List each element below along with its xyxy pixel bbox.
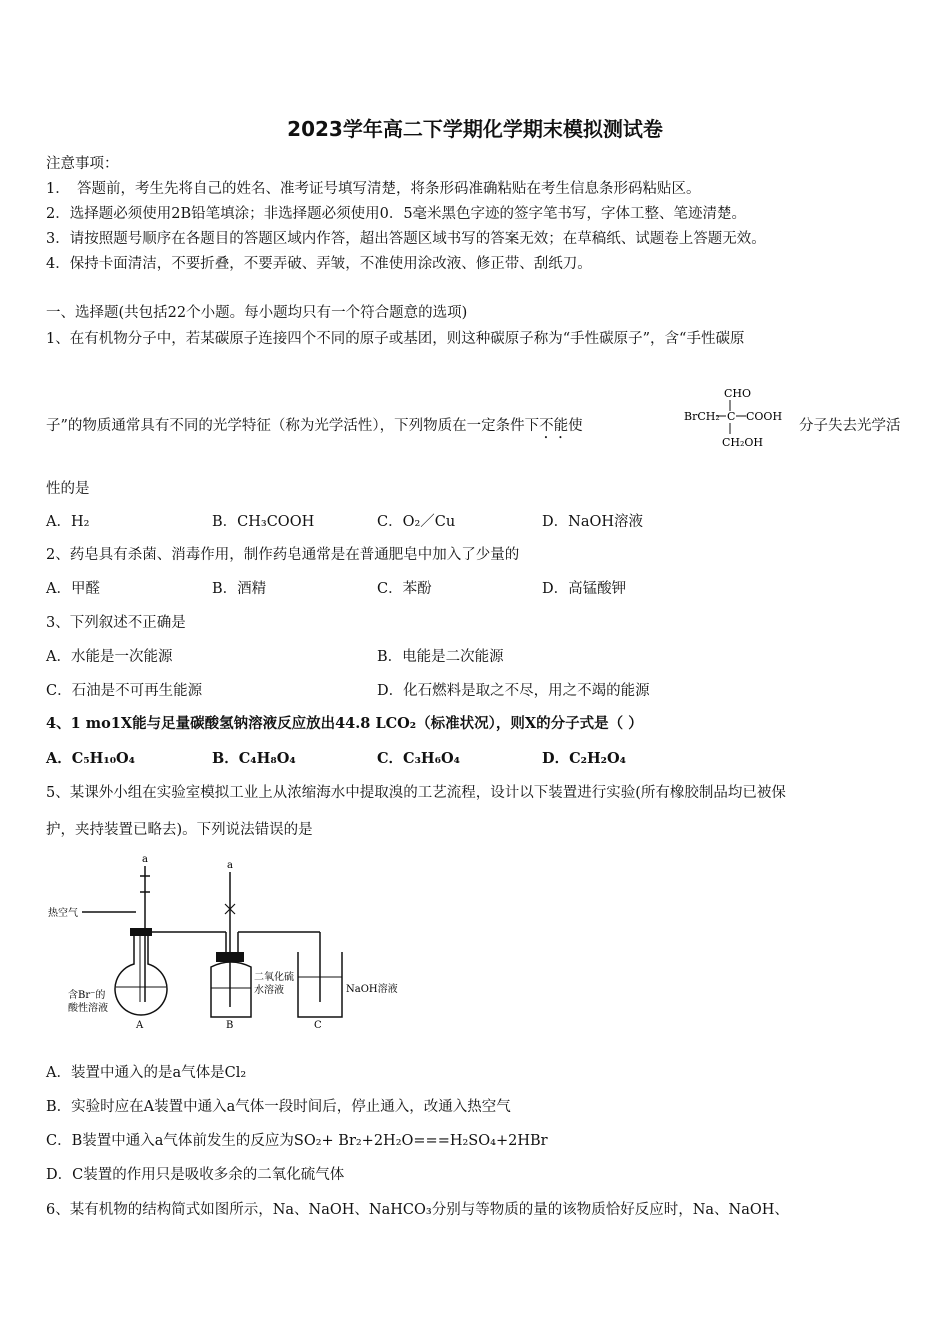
note-item: 1． 答题前，考生先将自己的姓名、准考证号填写清楚，将条形码准确粘贴在考生信息条形码粘贴区。 — [46, 181, 701, 197]
q5-stem-line1: 5、某课外小组在实验室模拟工业上从浓缩海水中提取溴的工艺流程，设计以下装置进行实验(所有橡胶制品均已被保 — [46, 785, 786, 801]
note-item: 4．保持卡面清洁，不要折叠，不要弄破、弄皱，不准使用涂改液、修正带、刮纸刀。 — [46, 256, 592, 272]
flask-solution-label-1: 含Br⁻的 — [68, 990, 106, 1001]
flask-stopper — [130, 928, 152, 936]
q1-stem-text: 子”的物质通常具有不同的光学特征（称为光学活性），下列物质在一定条件下 — [46, 418, 540, 434]
q5-option-d[interactable]: D．C装置的作用只是吸收多余的二氧化硫气体 — [46, 1167, 345, 1183]
flask-solution-label-2: 酸性溶液 — [68, 1003, 108, 1014]
notes-heading: 注意事项： — [46, 156, 119, 172]
q1-stem-line2 — [46, 414, 583, 442]
q5-option-c[interactable]: C．B装置中通入a气体前发生的反应为SO₂+ Br₂+2H₂O===H₂SO₄+2HBr — [46, 1133, 548, 1149]
q4-option-d[interactable]: D．C₂H₂O₄ — [542, 750, 626, 767]
q1-stem-line2-end: 分子失去光学活 — [799, 418, 901, 434]
note-item: 3．请按照题号顺序在各题目的答题区域内作答，超出答题区域书写的答案无效；在草稿纸、试题卷上答题无效。 — [46, 231, 766, 247]
q2-option-a[interactable]: A．甲醛 — [46, 581, 100, 597]
q2-option-b[interactable]: B．酒精 — [212, 581, 267, 597]
structure-ch2oh: CH₂OH — [722, 436, 764, 449]
q6-stem: 6、某有机物的结构简式如图所示，Na、NaOH、NaHCO₃分别与等物质的量的该物质恰好反应时，Na、NaOH、 — [46, 1202, 789, 1218]
round-bottom-flask — [115, 936, 167, 1015]
section-heading: 一、选择题(共包括22个小题。每小题均只有一个符合题意的选项) — [46, 305, 468, 321]
q1-option-a[interactable]: A．H₂ — [46, 514, 90, 530]
gas-a-label-1: a — [142, 854, 148, 865]
q1-option-b[interactable]: B．CH₃COOH — [212, 514, 315, 530]
bottle-stopper — [216, 952, 244, 962]
q5-option-a[interactable]: A．装置中通入的是a气体是Cl₂ — [46, 1065, 247, 1081]
q1-stem-line3: 性的是 — [46, 481, 90, 497]
q4-stem: 4、1 mo1X能与足量碳酸氢钠溶液反应放出44.8 LCO₂（标准状况），则X的分子式是（ ） — [46, 715, 643, 732]
beaker-solution-label: NaOH溶液 — [346, 984, 398, 995]
apparatus-a-label: A — [136, 1020, 144, 1031]
note-item: 2．选择题必须使用2B铅笔填涂；非选择题必须使用0．5毫米黑色字迹的签字笔书写，字体工整、笔迹清楚。 — [46, 206, 747, 222]
page-title: 2023学年高二下学期化学期末模拟测试卷 — [287, 117, 663, 141]
q1-option-d[interactable]: D．NaOH溶液 — [542, 514, 643, 530]
q1-stem-line1: 1、在有机物分子中，若某碳原子连接四个不同的原子或基团，则这种碳原子称为“手性碳原子”，含“手性碳原 — [46, 331, 745, 347]
apparatus-b-label: B — [226, 1020, 234, 1031]
gas-a-label-2: a — [227, 860, 233, 871]
apparatus-c-label: C — [314, 1020, 322, 1031]
structure-cho: CHO — [724, 387, 752, 400]
q4-option-a[interactable]: A．C₅H₁₀O₄ — [46, 750, 136, 767]
bottle-solution-label-1: 二氧化硫 — [254, 972, 294, 983]
q3-option-d[interactable]: D．化石燃料是取之不尽，用之不竭的能源 — [377, 683, 650, 699]
q3-stem: 3、下列叙述不正确是 — [46, 615, 186, 631]
hot-air-label: 热空气 — [48, 908, 78, 919]
structure-cooh: COOH — [746, 410, 783, 423]
q4-option-b[interactable]: B．C₄H₈O₄ — [212, 750, 296, 767]
q3-option-c[interactable]: C．石油是不可再生能源 — [46, 683, 203, 699]
q2-option-d[interactable]: D．高锰酸钾 — [542, 581, 627, 597]
bottle-solution-label-2: 水溶液 — [254, 985, 284, 996]
q3-option-b[interactable]: B．电能是二次能源 — [377, 649, 504, 665]
gas-washing-bottle — [211, 962, 251, 1017]
q5-stem-line2: 护，夹持装置已略去)。下列说法错误的是 — [46, 822, 313, 838]
structure-brch2: BrCH₂ — [684, 410, 720, 423]
q4-option-c[interactable]: C．C₃H₆O₄ — [377, 750, 460, 767]
q1-emphasis-not: 不能 — [539, 418, 569, 434]
q2-option-c[interactable]: C．苯酚 — [377, 581, 432, 597]
q1-stem-text: 使 — [568, 418, 583, 434]
chiral-molecule-structure — [684, 384, 794, 454]
bromine-extraction-apparatus-figure — [46, 852, 406, 1034]
q3-option-a[interactable]: A．水能是一次能源 — [46, 649, 173, 665]
q1-option-c[interactable]: C．O₂／Cu — [377, 514, 456, 530]
q5-option-b[interactable]: B．实验时应在A装置中通入a气体一段时间后，停止通入，改通入热空气 — [46, 1099, 511, 1115]
structure-carbon: C — [727, 410, 736, 423]
q2-stem: 2、药皂具有杀菌、消毒作用，制作药皂通常是在普通肥皂中加入了少量的 — [46, 547, 520, 563]
